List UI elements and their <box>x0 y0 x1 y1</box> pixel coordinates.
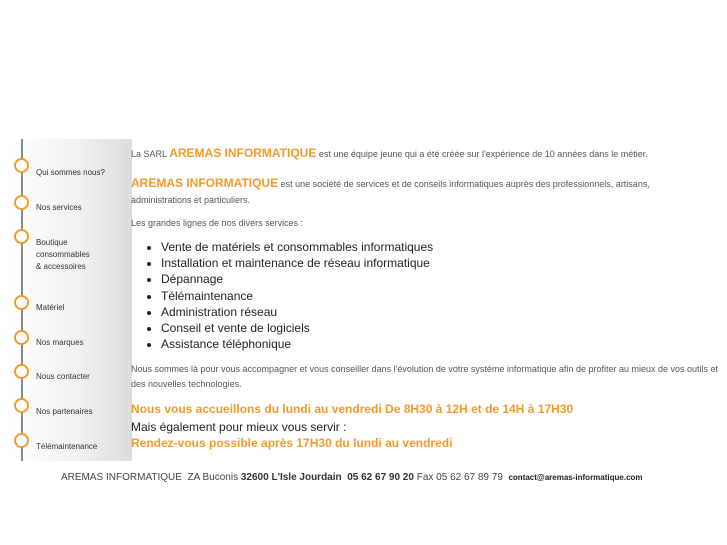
list-item: • Dépannage <box>161 271 433 287</box>
list-item: • Assistance téléphonique <box>161 336 433 352</box>
sidebar-nav <box>13 139 132 461</box>
footer-fax: Fax 05 62 67 89 79 <box>416 472 503 483</box>
footer-city: 32600 L'Isle Jourdain <box>240 472 342 483</box>
list-item: • Administration réseau <box>161 304 433 320</box>
circle-bullet-icon <box>14 433 29 448</box>
sidebar-item-label: Nos services <box>36 203 82 212</box>
list-item: • Télémaintenance <box>161 288 433 304</box>
description-text: est une société de services et de conseils informatiques auprès des professionnels, artisans, administrations et particuliers. <box>131 179 650 205</box>
services-intro: Les grandes lignes de nos divers services : <box>131 218 304 228</box>
circle-bullet-icon <box>14 158 29 173</box>
intro-suffix: est une équipe jeune qui a été créée sur l'expérience de 10 années dans le métier. <box>318 149 648 159</box>
footer-company: AREMAS INFORMATIQUE <box>61 472 182 483</box>
circle-bullet-icon <box>14 364 29 379</box>
circle-bullet-icon <box>14 330 29 345</box>
circle-bullet-icon <box>14 295 29 310</box>
company-name: AREMAS INFORMATIQUE <box>169 146 317 160</box>
footer-phone: 05 62 67 90 20 <box>347 472 414 483</box>
sidebar-item-label: Matériel <box>36 303 65 312</box>
description-paragraph <box>131 175 691 208</box>
sidebar-item-label: Nous contacter <box>36 372 90 381</box>
intro-prefix: La SARL <box>131 149 167 159</box>
list-item: • Vente de matériels et consommables informatiques <box>161 239 433 255</box>
services-list <box>147 239 433 352</box>
list-item: • Installation et maintenance de réseau informatique <box>161 255 433 271</box>
footer-address: ZA Buconis <box>187 472 239 483</box>
circle-bullet-icon <box>14 229 29 244</box>
appointment-text: Rendez-vous possible après 17H30 du lundi au vendredi <box>131 436 453 450</box>
serve-text: Mais également pour mieux vous servir : <box>131 420 347 434</box>
footer <box>61 472 643 483</box>
company-name: AREMAS INFORMATIQUE <box>131 176 279 190</box>
sidebar-item-label: Nos marques <box>36 338 84 347</box>
sidebar-item-label: Qui sommes nous? <box>36 168 105 177</box>
intro-paragraph <box>131 146 648 160</box>
sidebar-item-label: Boutique consommables & accessoires <box>36 238 90 271</box>
sidebar-item-label: Télémaintenance <box>36 442 98 451</box>
opening-hours: Nous vous accueillons du lundi au vendredi De 8H30 à 12H et de 14H à 17H30 <box>131 402 574 416</box>
circle-bullet-icon <box>14 195 29 210</box>
sidebar-item-label: Nos partenaires <box>36 407 93 416</box>
circle-bullet-icon <box>14 398 29 413</box>
footer-email-link[interactable]: contact@aremas-informatique.com <box>508 473 643 482</box>
list-item: • Conseil et vente de logiciels <box>161 320 433 336</box>
support-paragraph: Nous sommes là pour vous accompagner et vous conseiller dans l'évolution de votre système informatique afin de profiter au mieux de vos outils et des nouvelles technologies. <box>131 364 719 389</box>
